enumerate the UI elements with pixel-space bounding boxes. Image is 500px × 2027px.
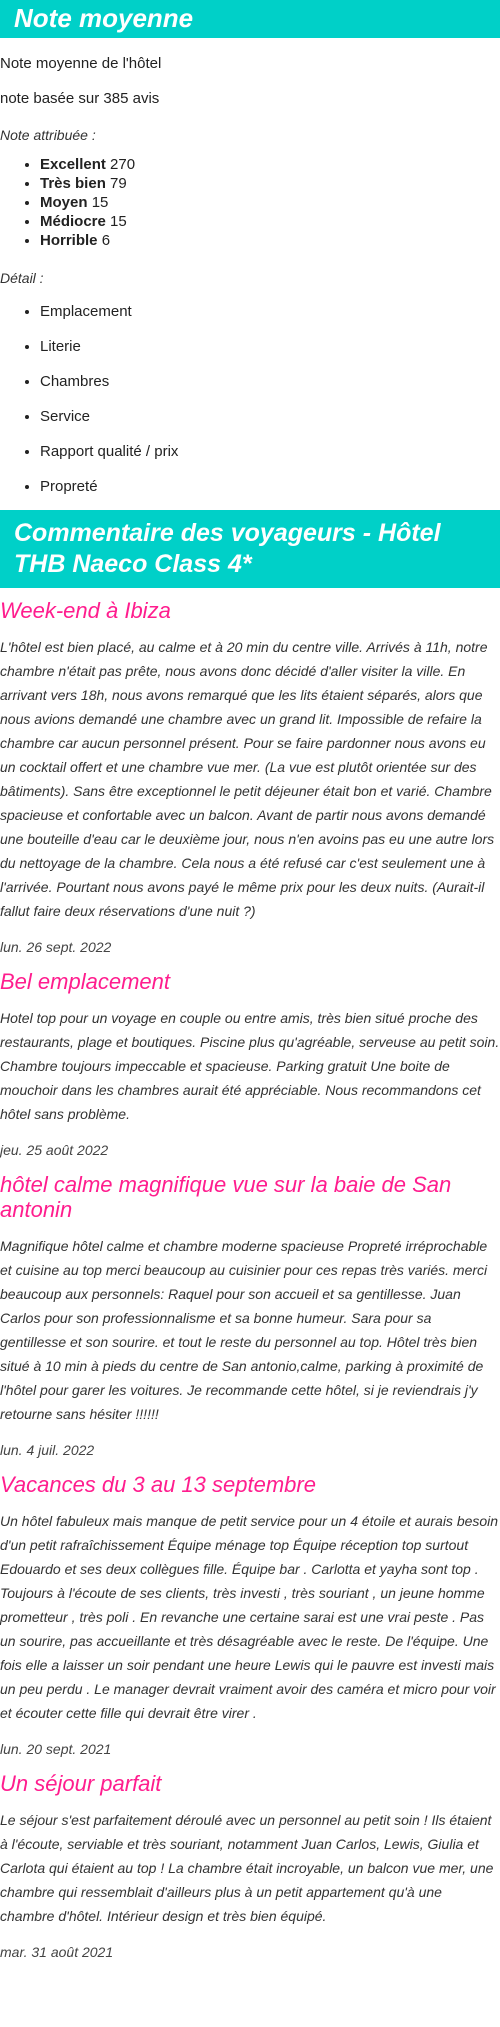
review-date: lun. 4 juil. 2022 bbox=[0, 1442, 95, 1458]
review bbox=[0, 1472, 500, 1757]
rating-item bbox=[40, 155, 500, 174]
rating-count: 15 bbox=[110, 212, 127, 230]
review-title: Vacances du 3 au 13 septembre bbox=[0, 1472, 316, 1497]
rating-item bbox=[40, 174, 500, 193]
rating-label: Très bien bbox=[40, 174, 106, 192]
detail-label: Détail : bbox=[0, 269, 44, 286]
hotel-average-label: Note moyenne de l'hôtel bbox=[0, 54, 162, 72]
rating-item bbox=[40, 193, 500, 212]
detail-item: • Emplacement bbox=[40, 302, 500, 321]
rating-count: 15 bbox=[91, 193, 109, 211]
review bbox=[0, 969, 500, 1158]
review-body: Magnifique hôtel calme et chambre moderne spacieuse Propreté irréprochable et cuisine au top merci beaucoup au cuisinier pour ces repas très variés. merci beaucoup aux personnels: Raquel pour son accueil et sa gentillesse. Juan Carlos pour son professionnalisme et sa bonne humeur. Sara pour sa gentillesse et son sourire. et tout le reste du personnel au top. Hôtel très bien situé à 10 min à pieds du centre de San antonio,calme, parking à proximité de l'hôtel pour garer les voitures. Je recommande cette hôtel, si je reviendrais j'y retourne sans hésiter !!!!!! bbox=[0, 1238, 488, 1422]
review-title: hôtel calme magnifique vue sur la baie de San antonin bbox=[0, 1172, 452, 1222]
rating-count: 79 bbox=[110, 174, 127, 192]
review-date: lun. 26 sept. 2022 bbox=[0, 939, 112, 955]
detail-item: • Rapport qualité / prix bbox=[40, 442, 500, 461]
rating-item bbox=[40, 212, 500, 231]
review-body: L'hôtel est bien placé, au calme et à 20 min du centre ville. Arrivés à 11h, notre chambre n'était pas prête, nous avons donc décidé d'aller visiter la ville. En arrivant vers 18h, nous avons remarqué que les lits étaient séparés, alors que nous avions demandé une chambre avec un grand lit. Impossible de refaire la chambre car aucun personnel présent. Pour se faire pardonner nous avons eu un cocktail offert et une chambre vue mer. (La vue est plutôt orientée sur des bâtiments). Sans être exceptionnel le petit déjeuner était bon et varié. Chambre spacieuse et confortable avec un balcon. Avant de partir nous avons demandé une bouteille d'eau car le deuxième jour, nous n'en avoins pas eu une autre lors du nettoyage de la chambre. Cela nous a été refusé car c'est seulement une à l'arrivée. Pourtant nous avons payé le même prix pour les deux nuits. (Aurait-il fallut faire deux réservations d'une nuit ?) bbox=[0, 639, 495, 919]
rating-label: Excellent bbox=[40, 155, 106, 173]
rating-label: Horrible bbox=[40, 231, 98, 249]
review-title: Bel emplacement bbox=[0, 969, 170, 994]
rating-label: Médiocre bbox=[40, 212, 106, 230]
detail-item: • Propreté bbox=[40, 477, 500, 496]
attributed-label: Note attribuée : bbox=[0, 126, 96, 143]
rating-breakdown-list bbox=[0, 155, 500, 250]
detail-item: • Literie bbox=[40, 337, 500, 356]
rating-heading: Note moyenne bbox=[0, 0, 500, 38]
comments-heading: Commentaire des voyageurs - Hôtel THB Naeco Class 4* bbox=[0, 510, 500, 589]
review-body: Hotel top pour un voyage en couple ou entre amis, très bien situé proche des restaurants, plage et boutiques. Piscine plus qu'agréable, serveuse au petit soin. Chambre toujours impeccable et spacieuse. Parking gratuit Une boite de mouchoir dans les chambres aurait été appréciable. Nous recommandons cet hôtel sans problème. bbox=[0, 1010, 500, 1122]
review-count: note basée sur 385 avis bbox=[0, 89, 160, 107]
review bbox=[0, 1172, 500, 1458]
review-title: Week-end à Ibiza bbox=[0, 598, 171, 623]
review-date: jeu. 25 août 2022 bbox=[0, 1142, 109, 1158]
review bbox=[0, 598, 500, 955]
rating-label: Moyen bbox=[40, 193, 88, 211]
rating-item bbox=[40, 231, 500, 250]
detail-item: • Chambres bbox=[40, 372, 500, 391]
rating-count: 6 bbox=[101, 231, 111, 249]
detail-item: • Service bbox=[40, 407, 500, 426]
detail-list bbox=[0, 302, 500, 496]
review-date: lun. 20 sept. 2021 bbox=[0, 1741, 112, 1757]
review-title: Un séjour parfait bbox=[0, 1771, 162, 1796]
review bbox=[0, 1771, 500, 1960]
review-body: Le séjour s'est parfaitement déroulé avec un personnel au petit soin ! Ils étaient à l'écoute, serviable et très souriant, notamment Juan Carlos, Lewis, Giulia et Carlota qui étaient au top ! La chambre était incroyable, un balcon vue mer, une chambre qui ressemblait d'ailleurs plus à un petit appartement qu'à une chambre d'hôtel. Intérieur design et très bien équipé. bbox=[0, 1812, 494, 1924]
rating-count: 270 bbox=[110, 155, 136, 173]
review-date: mar. 31 août 2021 bbox=[0, 1944, 114, 1960]
review-body: Un hôtel fabuleux mais manque de petit service pour un 4 étoile et aurais besoin d'un petit rafraîchissement Équipe ménage top Équipe réception top surtout Edouardo et ses deux collègues fille. Équipe bar . Carlotta et yayha sont top . Toujours à l'écoute de ses clients, très investi , très souriant , un jeune homme prometteur , très poli . En revanche une certaine sarai est une vrai peste . Pas un sourire, pas accueillante et très désagréable avec le reste. De l'équipe. Une fois elle a laisser un soir pendant une heure Lewis qui le pauvre est investi mais un peu perdu . Le manager devrait vraiment avoir des caméra et micro pour voir et écouter cette fille qui devrait être virer . bbox=[0, 1513, 499, 1721]
